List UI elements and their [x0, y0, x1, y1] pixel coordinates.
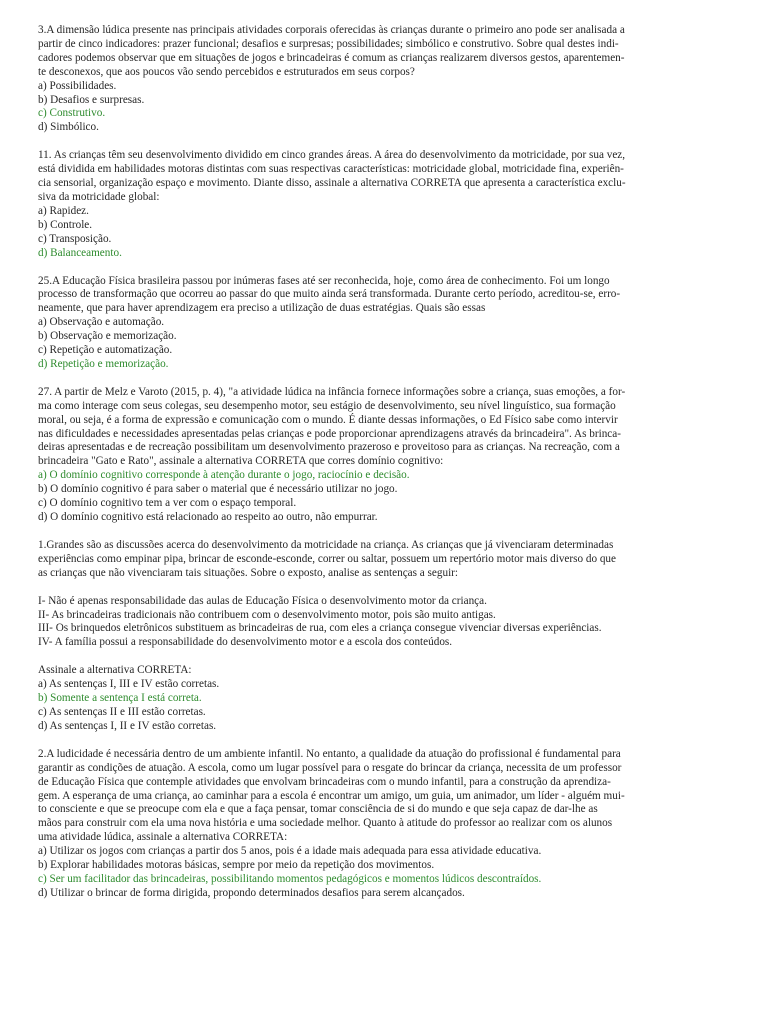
stem-line: to consciente e que se preocupe com ela e que a faça pensar, tomar consciência de si do mundo e que seja capaz de dar-lhe as — [38, 803, 598, 816]
stem-line: neamente, que para haver aprendizagem era preciso a utilização de duas estratégias. Quais são essas — [38, 302, 486, 315]
question-2 — [38, 748, 718, 901]
stem-line: garantir as condições de atuação. A escola, como um lugar possível para o resgate do brincar da criança, necessita de um professor — [38, 761, 622, 774]
answer-prompt: Assinale a alternativa CORRETA: — [38, 664, 192, 677]
question-25 — [38, 275, 718, 372]
stem-line: partir de cinco indicadores: prazer funcional; desafios e surpresas; possibilidades; simbólico e construtivo. Sobre qual destes indi- — [38, 37, 619, 50]
option-d: d) Simbólico. — [38, 121, 99, 134]
stem-line: uma atividade lúdica, assinale a alternativa CORRETA: — [38, 831, 288, 844]
option-b: b) O domínio cognitivo é para saber o material que é necessário utilizar no jogo. — [38, 483, 398, 496]
question-stem — [38, 539, 718, 581]
option-a: a) Rapidez. — [38, 204, 89, 217]
stem-line: de Educação Física que contemple atividades que envolvam brincadeiras com o mundo infantil, para a construção da aprendiza- — [38, 775, 611, 788]
option-a: a) As sentenças I, III e IV estão corretas. — [38, 678, 220, 691]
question-11 — [38, 149, 718, 260]
stem-line: 11. As crianças têm seu desenvolvimento dividido em cinco grandes áreas. A área do desenvolvimento da motricidade, por sua vez, — [38, 149, 626, 162]
option-d: d) Utilizar o brincar de forma dirigida, propondo determinados desafios para serem alcançados. — [38, 886, 465, 899]
stem-line: nas dificuldades e necessidades apresentadas pelas crianças e pode proporcionar aprendizagens através da brincadeira". As brinca- — [38, 427, 621, 440]
question-27 — [38, 386, 718, 525]
option-d-correct: d) Balanceamento. — [38, 246, 122, 259]
stem-line: brincadeira "Gato e Rato", assinale a alternativa CORRETA que corres domínio cognitivo: — [38, 455, 444, 468]
stem-line: as crianças que não vivenciaram tais situações. Sobre o exposto, analise as sentenças a seguir: — [38, 566, 459, 579]
option-a-correct: a) O domínio cognitivo corresponde à atenção durante o jogo, raciocínio e decisão. — [38, 469, 410, 482]
option-b: b) Explorar habilidades motoras básicas, sempre por meio da repetição dos movimentos. — [38, 859, 435, 872]
question-stem — [38, 386, 718, 469]
statement-i: I- Não é apenas responsabilidade das aulas de Educação Física o desenvolvimento motor da criança. — [38, 594, 487, 607]
option-c: c) Transposição. — [38, 232, 112, 245]
stem-line: 27. A partir de Melz e Varoto (2015, p. 4), "a atividade lúdica na infância fornece informações sobre a criança, suas emoções, a for- — [38, 385, 626, 398]
question-1 — [38, 539, 718, 734]
option-a: a) Observação e automação. — [38, 316, 165, 329]
option-c: c) Repetição e automatização. — [38, 344, 173, 357]
stem-line: te desconexos, que aos poucos vão sendo percebidos e estruturados em seus corpos? — [38, 65, 415, 78]
option-b: b) Observação e memorização. — [38, 330, 177, 343]
answer-block — [38, 664, 718, 734]
stem-line: cadores podemos observar que em situações de jogos e brincadeiras é comum as crianças realizarem diversos gestos, aparentemen- — [38, 51, 625, 64]
stem-line: moral, ou seja, é a forma de expressão e comunicação com o mundo. É diante dessas informações, o Ed Físico sabe como intervir — [38, 413, 618, 426]
stem-line: 2.A ludicidade é necessária dentro de um ambiente infantil. No entanto, a qualidade da atuação do profissional é fundamental para — [38, 747, 621, 760]
statement-iii: III- Os brinquedos eletrônicos substituem as brincadeiras de rua, com eles a criança consegue vivenciar diversas experiências. — [38, 622, 602, 635]
option-b: b) Desafios e surpresas. — [38, 93, 145, 106]
question-stem — [38, 275, 718, 317]
stem-line: deiras apresentadas e de recreação possibilitam um desenvolvimento prazeroso e proveitoso para as crianças. Na recreação, com a — [38, 441, 620, 454]
option-d-correct: d) Repetição e memorização. — [38, 357, 169, 370]
stem-line: siva da motricidade global: — [38, 190, 160, 203]
stem-line: está dividida em habilidades motoras distintas com suas respectivas características: motricidade global, motricidade fina, experiên- — [38, 163, 624, 176]
option-b-correct: b) Somente a sentença I está correta. — [38, 692, 202, 705]
stem-line: 3.A dimensão lúdica presente nas principais atividades corporais oferecidas às crianças durante o primeiro ano pode ser analisada a — [38, 24, 625, 36]
stem-line: gem. A esperança de uma criança, ao caminhar para a escola é encontrar um amigo, um guia, um animador, um líder - alguém mui- — [38, 789, 625, 802]
option-c-correct: c) Construtivo. — [38, 107, 106, 120]
stem-line: 25.A Educação Física brasileira passou por inúmeras fases até ser reconhecida, hoje, como área de conhecimento. Foi um longo — [38, 274, 610, 287]
stem-line: experiências como empinar pipa, brincar de esconde-esconde, correr ou saltar, possuem um repertório motor mais diverso do que — [38, 552, 616, 565]
option-c: c) O domínio cognitivo tem a ver com o espaço temporal. — [38, 497, 297, 510]
stem-line: processo de transformação que ocorreu ao passar do que muito ainda será transformada. Durante certo período, acreditou-se, erro- — [38, 288, 621, 301]
option-c-correct: c) Ser um facilitador das brincadeiras, possibilitando momentos pedagógicos e momentos lúdicos descontraídos. — [38, 872, 542, 885]
option-c: c) As sentenças II e III estão corretas. — [38, 705, 206, 718]
question-stem — [38, 149, 718, 205]
option-d: d) As sentenças I, II e IV estão corretas. — [38, 719, 217, 732]
question-3 — [38, 24, 718, 135]
statement-ii: II- As brincadeiras tradicionais não contribuem com o desenvolvimento motor, pois são muito antigas. — [38, 608, 496, 621]
option-d: d) O domínio cognitivo está relacionado ao respeito ao outro, não empurrar. — [38, 511, 378, 523]
question-stem — [38, 24, 718, 80]
option-a: a) Possibilidades. — [38, 79, 117, 92]
question-stem — [38, 748, 718, 845]
option-a: a) Utilizar os jogos com crianças a partir dos 5 anos, pois é a idade mais adequada para essa atividade educativa. — [38, 845, 542, 858]
stem-line: mãos para construir com ela uma nova história e uma sociedade melhor. Quanto à atitude do professor ao realizar com os alunos — [38, 817, 613, 830]
statements-list — [38, 595, 718, 651]
stem-line: 1.Grandes são as discussões acerca do desenvolvimento da motricidade na criança. As crianças que já vivenciaram determinadas — [38, 538, 614, 551]
option-b: b) Controle. — [38, 218, 93, 231]
stem-line: cia sensorial, organização espaço e movimento. Diante disso, assinale a alternativa CORRETA que apresenta a característica exclu- — [38, 177, 626, 190]
stem-line: ma como interage com seus colegas, seu desempenho motor, seu estágio de desenvolvimento, seu nível linguístico, sua formação — [38, 399, 616, 412]
statement-iv: IV- A família possui a responsabilidade do desenvolvimento motor e a escola dos conteúdos. — [38, 636, 453, 649]
